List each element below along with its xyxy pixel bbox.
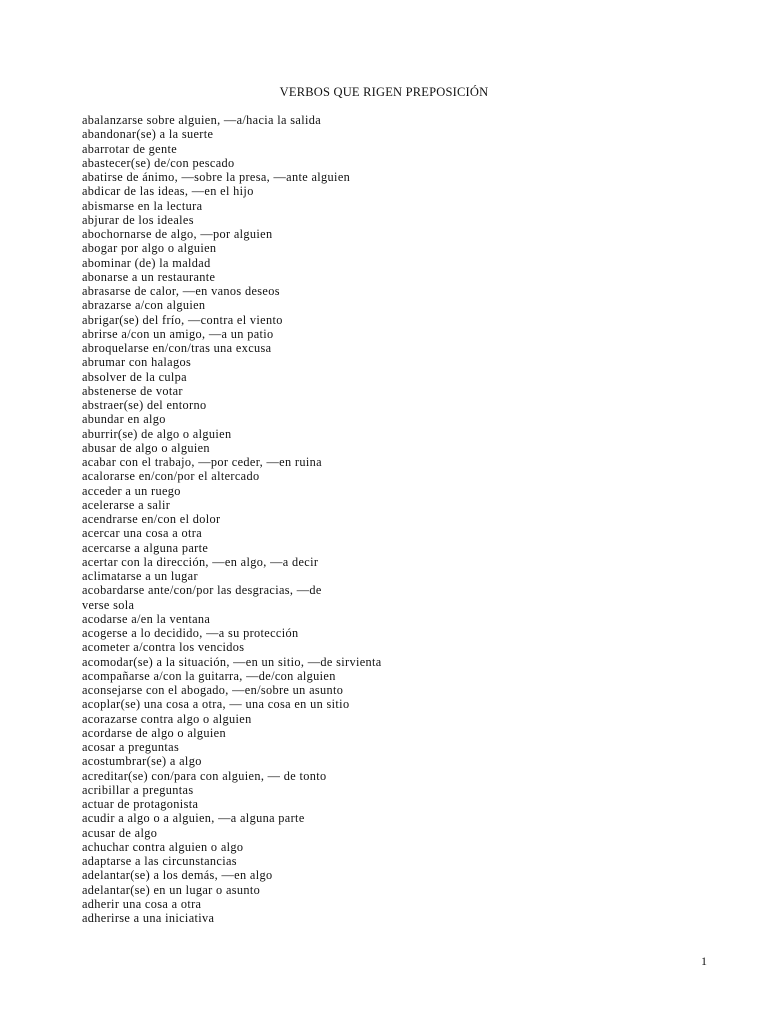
verb-entry: abandonar(se) a la suerte (82, 127, 214, 142)
verb-entry: adaptarse a las circunstancias (82, 854, 237, 868)
verb-entry: abrirse a/con un amigo, —a un patio (82, 326, 274, 341)
verb-entry: abdicar de las ideas, —en el hijo (82, 184, 254, 199)
verb-entry: acostumbrar(se) a algo (82, 754, 202, 769)
verb-entry: absolver de la culpa (82, 369, 187, 384)
verb-entry: abismarse en la lectura (82, 198, 203, 213)
verb-entry: acalorarse en/con/por el altercado (82, 469, 260, 484)
verb-entry: achuchar contra alguien o algo (82, 839, 244, 854)
verb-entry: acercarse a alguna parte (82, 540, 209, 555)
verb-entry: adherir una cosa a otra (82, 896, 202, 911)
verb-entry: acorazarse contra algo o alguien (82, 711, 252, 726)
verb-entry: acosar a preguntas (82, 740, 180, 754)
verb-entry: abochornarse de algo, —por alguien (82, 227, 273, 241)
verb-entry: abusar de algo o alguien (82, 440, 210, 455)
verb-entry: abatirse de ánimo, —sobre la presa, —ante alguien (82, 170, 351, 184)
verb-entry: acendrarse en/con el dolor (82, 512, 221, 526)
verb-entry: acompañarse a/con la guitarra, —de/con alguien (82, 668, 336, 683)
verb-entry: acelerarse a salir (82, 497, 171, 512)
verb-entry: aburrir(se) de algo o alguien (82, 426, 232, 441)
verb-entry: acertar con la dirección, —en algo, —a decir (82, 554, 319, 569)
verb-entry: acoplar(se) una cosa a otra, — una cosa en un sitio (82, 697, 350, 712)
verb-entry: abrazarse a/con alguien (82, 298, 206, 313)
verb-entry: abastecer(se) de/con pescado (82, 155, 235, 170)
verb-entry: abrasarse de calor, —en vanos deseos (82, 284, 280, 298)
verb-entry: aclimatarse a un lugar (82, 569, 198, 583)
verb-entry: acabar con el trabajo, —por ceder, —en ruina (82, 455, 322, 469)
verb-entry: abalanzarse sobre alguien, —a/hacia la salida (82, 113, 322, 127)
verb-entry: abstraer(se) del entorno (82, 398, 207, 412)
verb-entry: verse sola (82, 597, 135, 612)
verb-entry: acomodar(se) a la situación, —en un sitio, —de sirvienta (82, 654, 382, 669)
verb-entry: adherirse a una iniciativa (82, 911, 215, 925)
verb-entry: adelantar(se) en un lugar o asunto (82, 882, 261, 897)
verb-entry: acordarse de algo o alguien (82, 725, 226, 740)
verb-entry: abominar (de) la maldad (82, 255, 211, 270)
verb-entry: acodarse a/en la ventana (82, 611, 211, 626)
verb-entry: abstenerse de votar (82, 383, 183, 398)
verb-entry: abogar por algo o alguien (82, 241, 217, 256)
verb-entry: acreditar(se) con/para con alguien, — de tonto (82, 768, 327, 783)
verb-entry: acusar de algo (82, 825, 158, 840)
verb-entry: abroquelarse en/con/tras una excusa (82, 341, 272, 355)
verb-entry: acercar una cosa a otra (82, 526, 203, 541)
verb-entry: adelantar(se) a los demás, —en algo (82, 868, 273, 883)
verb-entry: actuar de protagonista (82, 797, 199, 811)
verb-entry: abjurar de los ideales (82, 212, 194, 227)
verb-entry: acometer a/contra los vencidos (82, 640, 245, 655)
verb-entry: acudir a algo o a alguien, —a alguna parte (82, 811, 305, 826)
verb-entry: abarrotar de gente (82, 141, 178, 156)
verb-entry: acribillar a preguntas (82, 782, 194, 797)
page-title: VERBOS QUE RIGEN PREPOSICIÓN (279, 85, 489, 99)
verb-entry: abundar en algo (82, 412, 166, 427)
verb-entry: abonarse a un restaurante (82, 269, 216, 284)
page-number: 1 (701, 954, 707, 968)
verb-entry: acogerse a lo decidido, —a su protección (82, 626, 299, 640)
verb-entry: abrumar con halagos (82, 355, 192, 370)
verb-entry: aconsejarse con el abogado, —en/sobre un asunto (82, 683, 344, 697)
verb-entry: acobardarse ante/con/por las desgracias, —de (82, 583, 322, 598)
verb-entry: acceder a un ruego (82, 483, 181, 498)
verb-list (82, 113, 702, 925)
verb-entry: abrigar(se) del frío, —contra el viento (82, 312, 283, 327)
